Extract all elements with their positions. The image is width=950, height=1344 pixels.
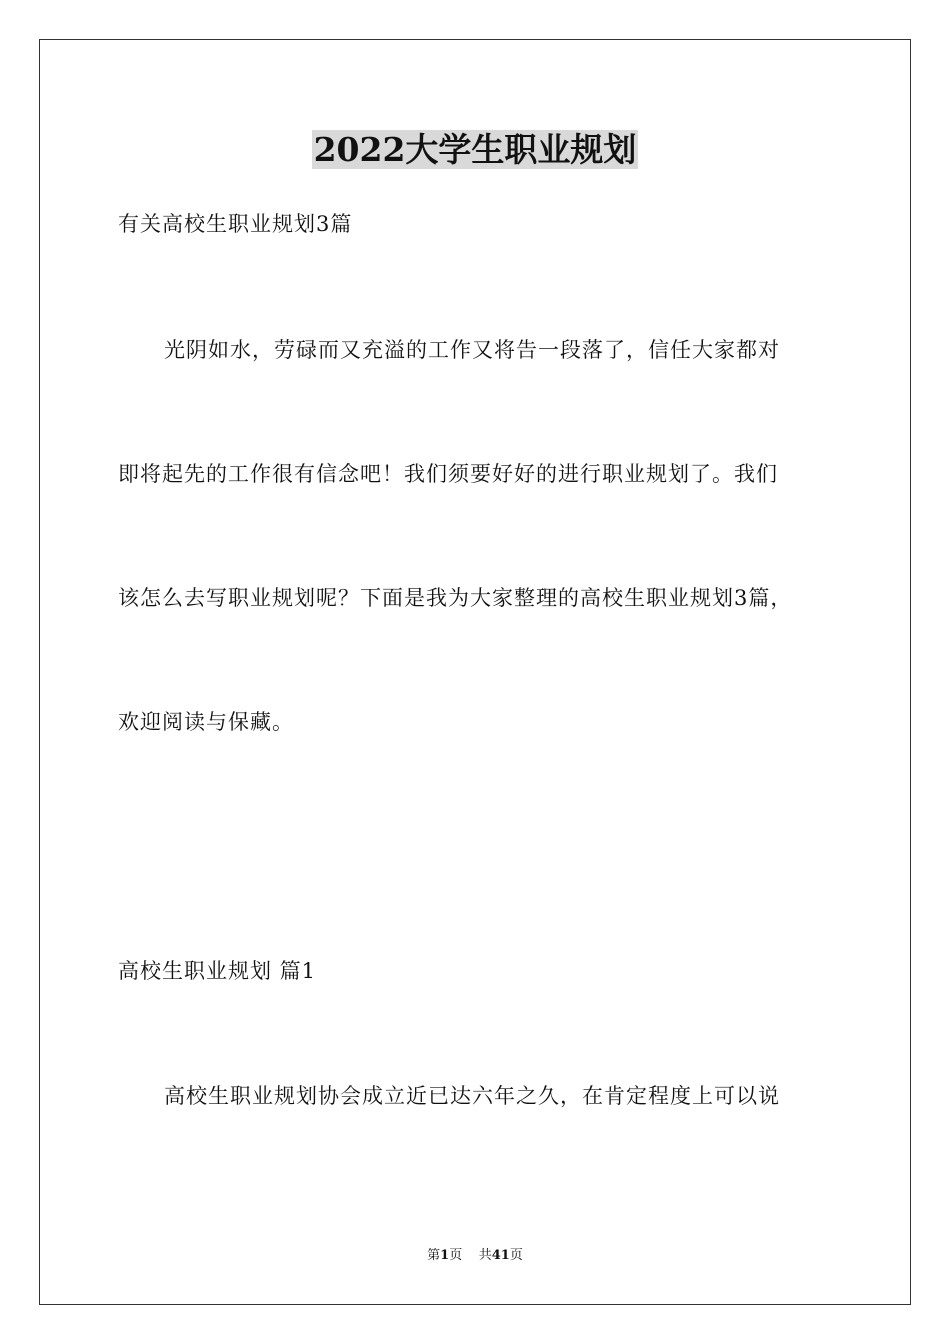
footer-total-suffix: 页: [509, 1248, 523, 1263]
document-title-text: 2022大学生职业规划: [313, 130, 637, 169]
document-subtitle: 有关高校生职业规划3篇: [118, 212, 353, 236]
document-title: [0, 128, 950, 172]
footer-total-prefix: 共: [478, 1248, 492, 1263]
intro-line-2: 即将起先的工作很有信念吧！我们须要好好的进行职业规划了。我们: [118, 462, 778, 486]
intro-line-4: 欢迎阅读与保藏。: [118, 710, 294, 734]
intro-line-3: 该怎么去写职业规划呢？下面是我为大家整理的高校生职业规划3篇，: [118, 586, 793, 610]
footer-page-prefix: 第: [427, 1248, 441, 1263]
section-heading: 高校生职业规划 篇1: [118, 959, 317, 983]
footer-total-pages: 41: [491, 1248, 510, 1263]
footer-page-suffix: 页: [449, 1248, 463, 1263]
footer-page-number: 1: [440, 1248, 450, 1263]
section-line-1: 高校生职业规划协会成立近已达六年之久，在肯定程度上可以说: [164, 1084, 780, 1108]
page-footer: [0, 1247, 950, 1265]
intro-line-1: 光阴如水，劳碌而又充溢的工作又将告一段落了，信任大家都对: [164, 338, 780, 362]
